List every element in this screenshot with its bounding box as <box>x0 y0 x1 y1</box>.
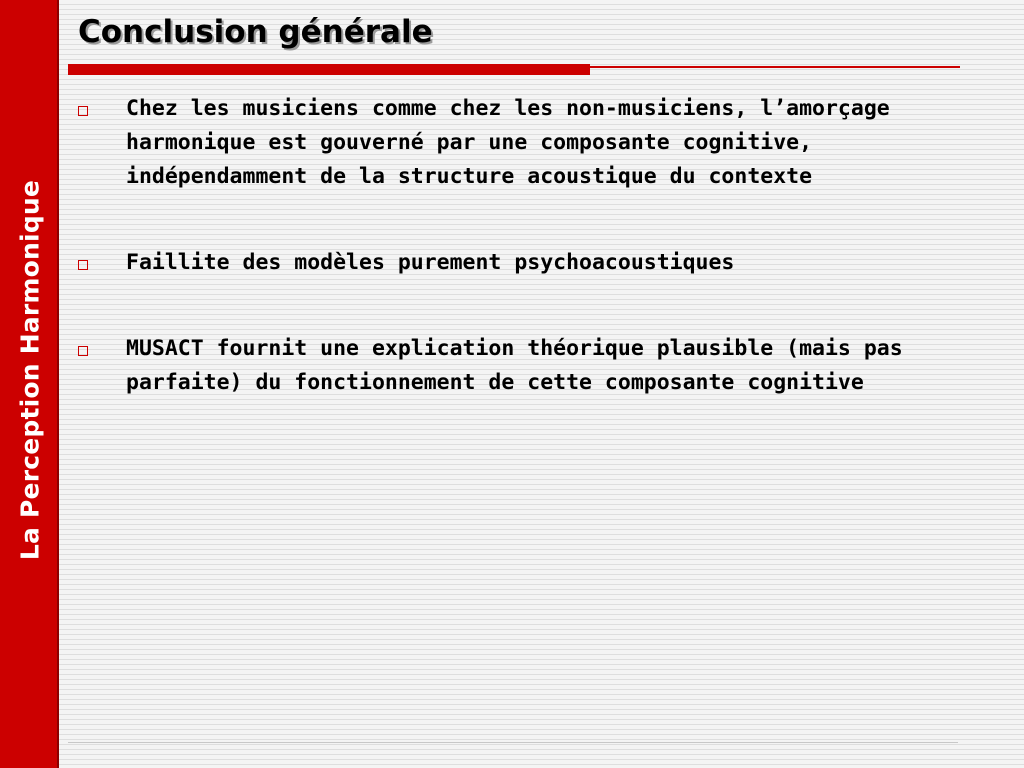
bullet-item <box>72 246 932 280</box>
bullet-text: Faillite des modèles purement psychoacoustiques <box>126 250 735 275</box>
bullet-item <box>72 332 932 400</box>
bullet-item <box>72 92 932 194</box>
hollow-square-bullet-icon <box>78 106 88 116</box>
sidebar-band <box>0 0 59 768</box>
hollow-square-bullet-icon <box>78 346 88 356</box>
title-underline-thick <box>68 64 590 75</box>
bullet-text: Chez les musiciens comme chez les non-musiciens, l’amorçage harmonique est gouverné par une composante cognitive, indépendamment de la structure acoustique du contexte <box>126 96 890 189</box>
footer-divider <box>68 742 958 743</box>
slide-title: Conclusion générale <box>78 14 433 50</box>
sidebar-title: La Perception Harmonique <box>15 179 45 561</box>
bullet-text: MUSACT fournit une explication théorique plausible (mais pas parfaite) du fonctionnement de cette composante cognitive <box>126 336 903 395</box>
bullet-list <box>72 92 932 452</box>
title-underline-thin <box>590 66 960 68</box>
hollow-square-bullet-icon <box>78 260 88 270</box>
